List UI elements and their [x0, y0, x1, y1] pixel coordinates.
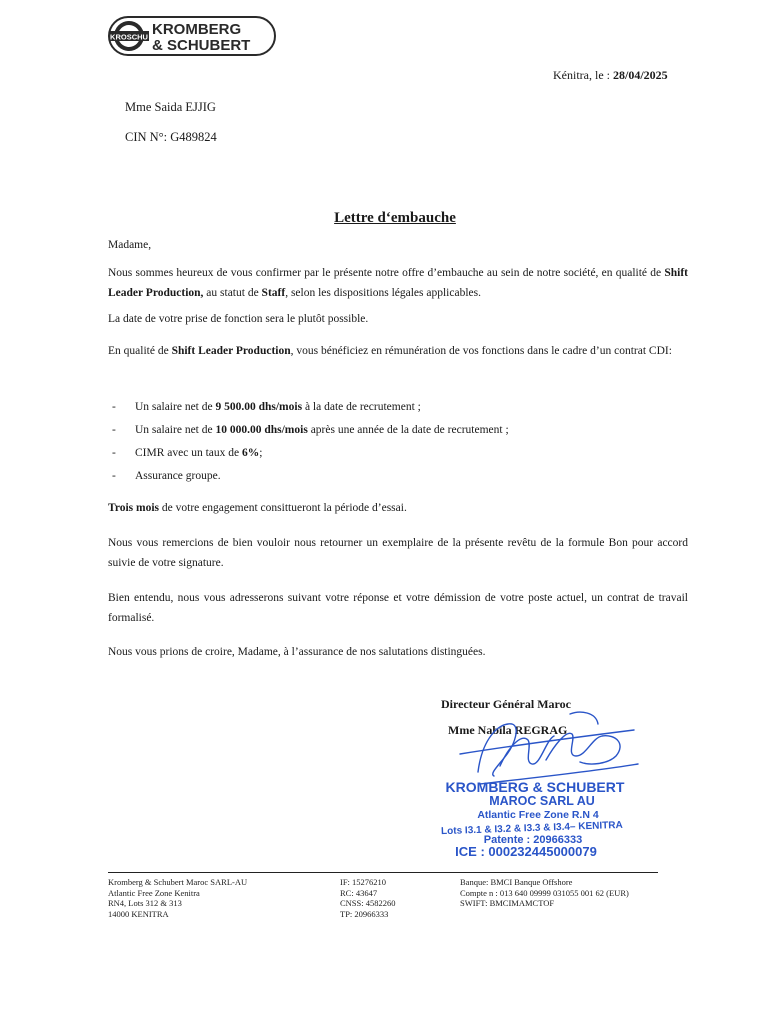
intro-text-a: Nous sommes heureux de vous confirmer par le présente notre offre d’embauche au sein de notre société, en qualité de [108, 267, 665, 279]
letter-date [553, 68, 668, 83]
stamp-line4: Lots I3.1 & I3.2 & I3.3 & I3.4– KENITRA [440, 819, 623, 838]
bullet-text: CIMR avec un taux de [135, 447, 242, 459]
footer-company-name: Kromberg & Schubert Maroc SARL-AU [108, 877, 248, 887]
list-item [108, 396, 688, 419]
salutation: Madame, [108, 239, 152, 251]
contract-paragraph: Bien entendu, nous vous adresserons suivant votre réponse et votre démission de votre poste actuel, un contrat de travail formalisé. [108, 592, 688, 624]
stamp-line6: ICE : 000232445000079 [455, 844, 597, 859]
start-date-paragraph: La date de votre prise de fonction sera le plutôt possible. [108, 313, 369, 325]
bullet-text: Assurance groupe. [135, 470, 221, 482]
stamp-line2: MAROC SARL AU [489, 794, 595, 808]
recipient-cin: CIN N°: G489824 [125, 130, 217, 144]
company-logo [108, 14, 278, 58]
company-stamp [420, 700, 650, 860]
closing-paragraph: Nous vous prions de croire, Madame, à l’assurance de nos salutations distinguées. [108, 646, 486, 658]
intro-status: Staff [261, 287, 286, 299]
trial-text: de votre engagement consittueront la période d’essai. [159, 502, 407, 514]
stamp-line1: KROMBERG & SCHUBERT [445, 779, 625, 795]
stamp-line3: Atlantic Free Zone R.N 4 [477, 809, 599, 821]
benefits-list [108, 396, 688, 488]
signatory-role: Directeur Général Maroc [441, 697, 571, 711]
bullet-text-end: à la date de recrutement ; [302, 401, 421, 413]
remuneration-position: Shift Leader Production [171, 345, 291, 357]
bullet-dash: - [112, 401, 116, 413]
footer-divider [108, 872, 658, 873]
date-value: 28/04/2025 [612, 68, 668, 82]
logo-line1: KROMBERG [152, 21, 242, 38]
kroschu-logo [108, 14, 278, 58]
handwritten-signature [460, 712, 638, 784]
return-paragraph: Nous vous remercions de bien vouloir nous retourner un exemplaire de la présente revêtu de la formule Bon pour accord suivie de votre signature. [108, 537, 688, 569]
remuneration-text-c: , vous bénéficiez en rémunération de vos fonctions dans le cadre d’un contrat CDI: [290, 345, 672, 357]
footer-bank-name: Banque: BMCI Banque Offshore [460, 877, 573, 887]
trial-paragraph [108, 498, 688, 518]
intro-position: Shift Leader Production, [108, 267, 688, 299]
footer-registration [340, 877, 396, 919]
bullet-text-end: après une année de la date de recrutement ; [307, 424, 509, 436]
intro-text-c: au statut de [203, 287, 262, 299]
signature-and-stamp [420, 700, 650, 860]
recipient-name: Mme Saida EJJIG [125, 100, 216, 114]
letter-title: Lettre d‘embauche [334, 210, 456, 226]
footer-city: 14000 KENITRA [108, 908, 169, 919]
intro-paragraph [108, 263, 688, 303]
logo-badge-text: KROSCHU [110, 32, 148, 42]
bullet-text: Un salaire net de [135, 424, 216, 436]
footer-company-address [108, 877, 247, 919]
bullet-emphasis: 6% [242, 447, 260, 459]
bullet-dash: - [112, 424, 116, 436]
signatory-name: Mme Nabila REGRAG [448, 723, 568, 737]
bullet-dash: - [112, 470, 116, 482]
date-prefix: Kénitra, le : [553, 68, 610, 82]
list-item [108, 442, 688, 465]
footer-swift: SWIFT: BMCIMAMCTOF [460, 898, 555, 908]
trial-duration: Trois mois [108, 502, 160, 514]
logo-line2: & SCHUBERT [152, 37, 251, 54]
footer-bank [460, 877, 629, 909]
footer-if: IF: 15276210 [340, 877, 387, 887]
footer-rc: RC: 43647 [340, 887, 378, 898]
footer-account: Compte n : 013 640 09999 031055 001 62 (EUR) [460, 887, 629, 898]
bullet-text: Un salaire net de [135, 401, 216, 413]
footer-tp: TP: 20966333 [340, 908, 389, 919]
intro-text-e: , selon les dispositions légales applicables. [285, 287, 481, 299]
list-item [108, 465, 688, 488]
bullet-text-end: ; [259, 447, 263, 459]
list-item [108, 419, 688, 442]
remuneration-paragraph [108, 341, 688, 361]
bullet-dash: - [112, 447, 116, 459]
bullet-emphasis: 9 500.00 dhs/mois [215, 401, 303, 413]
footer-zone: Atlantic Free Zone Kenitra [108, 887, 200, 898]
bullet-emphasis: 10 000.00 dhs/mois [215, 424, 308, 436]
footer-lots: RN4, Lots 312 & 313 [108, 898, 182, 908]
footer-cnss: CNSS: 4582260 [340, 898, 396, 908]
stamp-line5: Patente : 20966333 [483, 834, 583, 846]
remuneration-text-a: En qualité de [108, 345, 172, 357]
